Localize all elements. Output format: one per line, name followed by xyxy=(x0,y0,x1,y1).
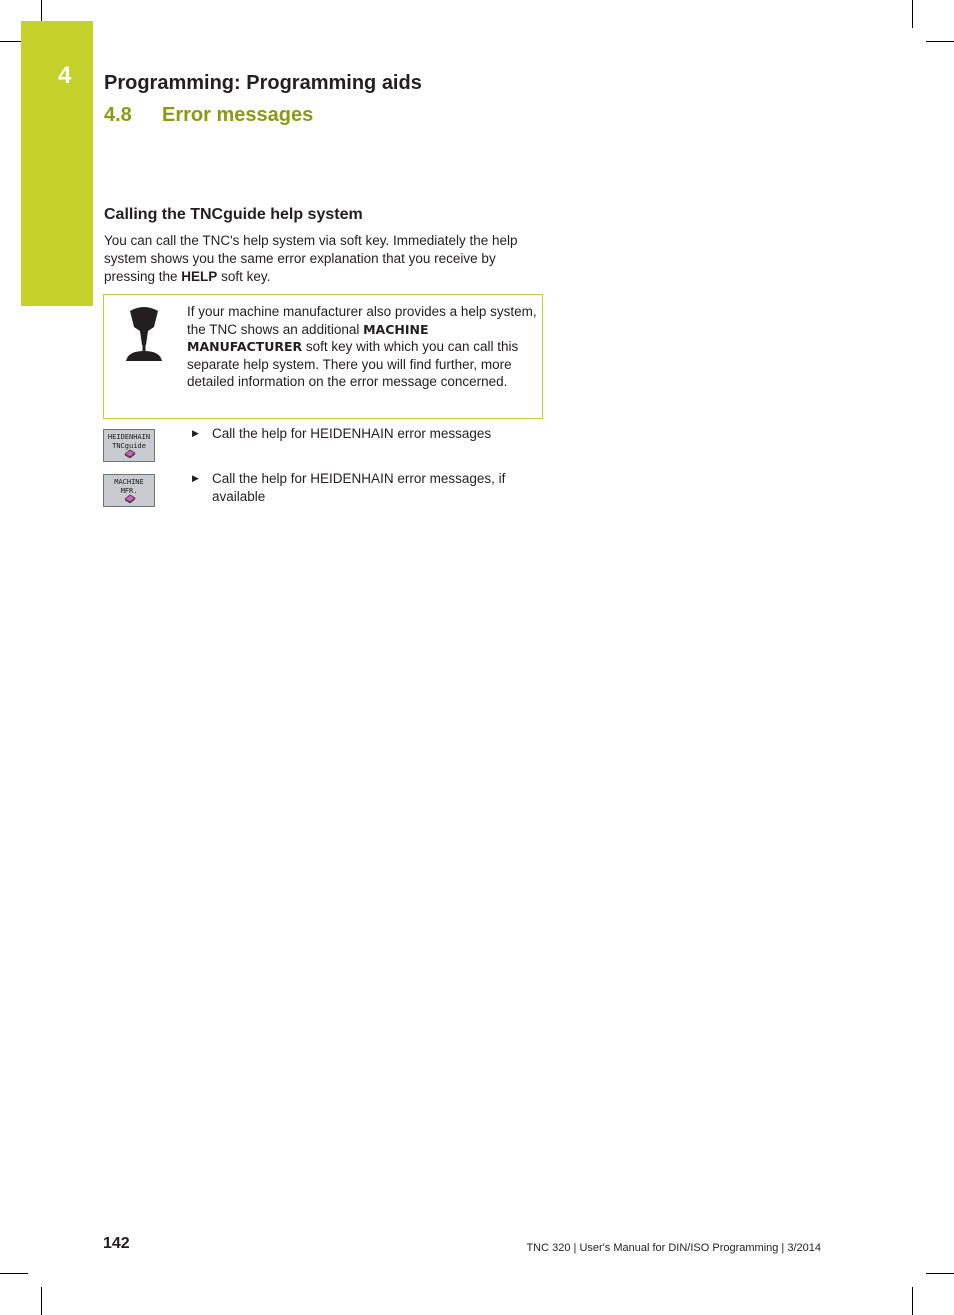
page-number: 142 xyxy=(103,1235,130,1252)
softkey-label-line2: TNCguide xyxy=(112,442,146,450)
step-item xyxy=(192,470,542,505)
arrow-right-icon: ▶ xyxy=(192,473,199,483)
arrow-right-icon: ▶ xyxy=(192,428,199,438)
intro-paragraph xyxy=(104,232,546,286)
heidenhain-tncguide-softkey[interactable] xyxy=(103,429,155,462)
crop-mark xyxy=(912,0,913,28)
chapter-title: Programming: Programming aids xyxy=(104,72,422,94)
step-text: Call the help for HEIDENHAIN error messages, if available xyxy=(212,471,506,504)
chapter-tab xyxy=(21,21,93,306)
book-icon xyxy=(124,493,136,503)
step-text: Call the help for HEIDENHAIN error messages xyxy=(212,426,492,441)
step-item xyxy=(192,425,542,443)
machine-manufacturer-label: MACHINE MANUFACTURER xyxy=(187,321,429,355)
machine-manufacturer-icon xyxy=(124,305,164,361)
note-box xyxy=(103,294,543,419)
softkey-label-line2: MFR. xyxy=(120,487,138,495)
book-icon xyxy=(124,448,136,458)
crop-mark xyxy=(926,1273,954,1274)
machine-mfr-softkey[interactable] xyxy=(103,474,155,507)
note-text xyxy=(187,303,539,391)
softkey-label-line1: MACHINE xyxy=(114,478,144,486)
crop-mark xyxy=(926,41,954,42)
note-divider xyxy=(186,418,542,419)
help-key-label: HELP xyxy=(181,269,218,284)
crop-mark xyxy=(0,1273,28,1274)
intro-text-end: soft key. xyxy=(217,269,271,284)
intro-text: You can call the TNC's help system via soft key. Immediately the help system shows you the same error explanation that you receive by pressing the xyxy=(104,233,518,284)
chapter-number: 4 xyxy=(58,62,72,89)
crop-mark xyxy=(41,1287,42,1315)
crop-mark xyxy=(912,1287,913,1315)
softkey-label-line1: HEIDENHAIN xyxy=(107,433,151,441)
section-number: 4.8 xyxy=(104,104,132,126)
note-text-start: If your machine manufacturer also provides a help system, the TNC shows an additional xyxy=(187,304,537,337)
footer-text: TNC 320 | User's Manual for DIN/ISO Programming | 3/2014 xyxy=(526,1242,821,1254)
section-title: Error messages xyxy=(162,104,314,126)
section-heading: Calling the TNCguide help system xyxy=(104,206,363,223)
note-text-end: soft key with which you can call this separate help system. There you will find further, more detailed information on the error message concerned. xyxy=(187,339,519,390)
